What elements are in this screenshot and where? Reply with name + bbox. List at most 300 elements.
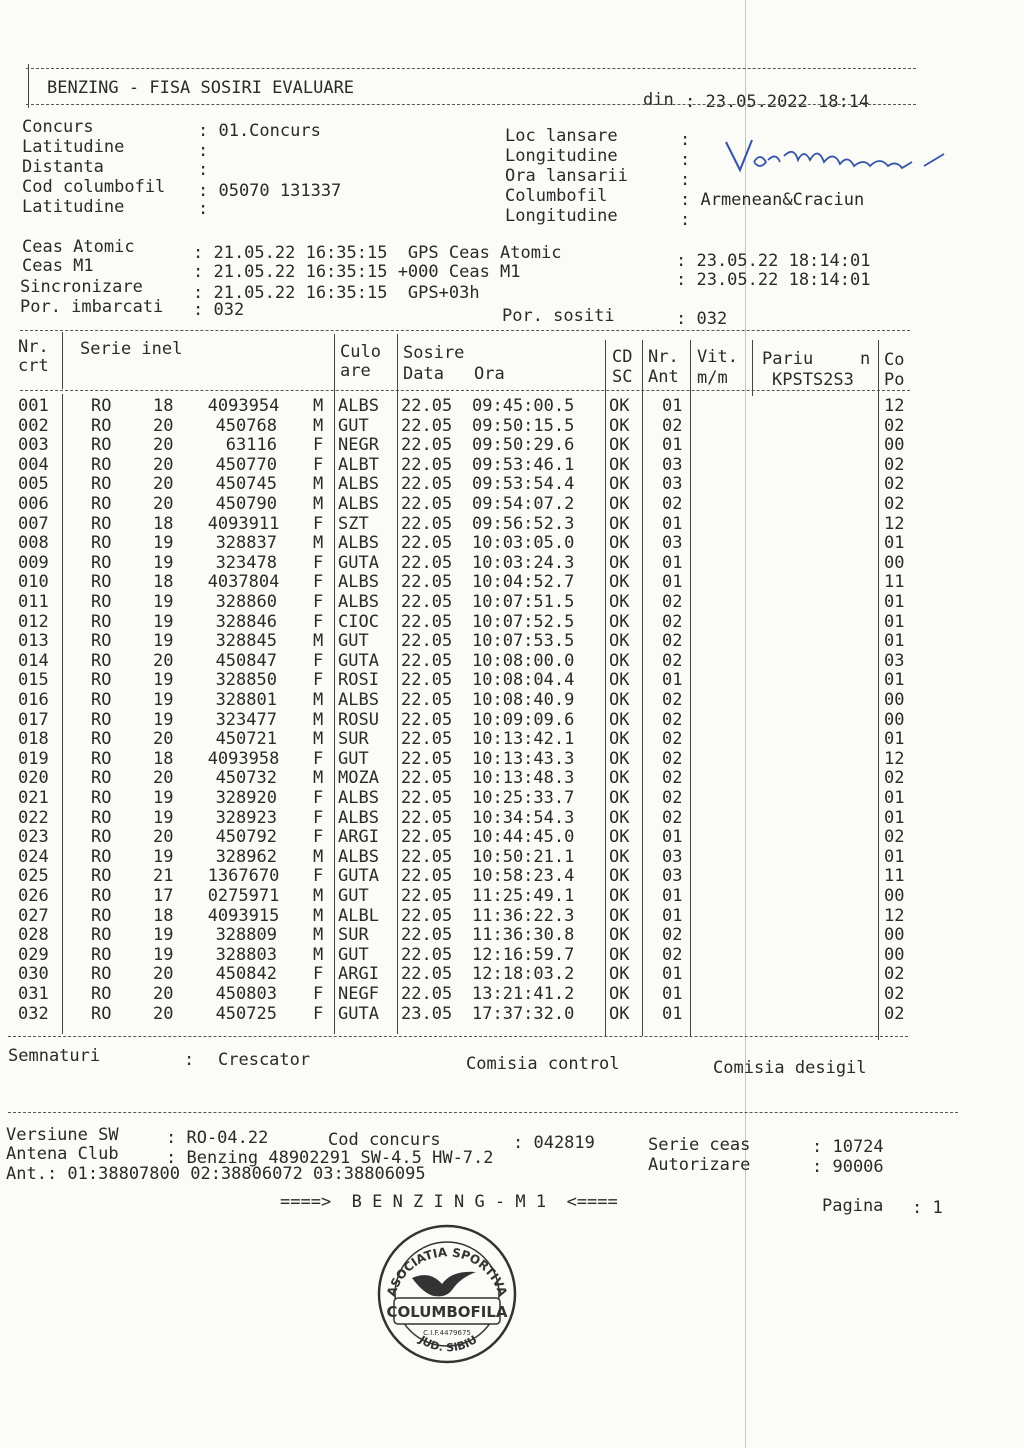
- row-sex: F: [313, 454, 324, 475]
- row-cd: OK: [609, 494, 630, 514]
- col-header-co: Co: [884, 350, 905, 370]
- table-row: [0, 670, 1024, 690]
- info-label: Longitudine: [505, 206, 618, 226]
- stamp-bottom-text: JUD. SIBIU: [416, 1333, 480, 1355]
- table-row: [0, 514, 1024, 534]
- row-date: 22.05: [401, 925, 453, 946]
- footer-serie-value: : 10724: [812, 1137, 884, 1157]
- table-row: [0, 866, 1024, 886]
- row-nr: 008: [18, 533, 49, 554]
- row-color: ARGI: [338, 827, 379, 848]
- row-date: 22.05: [401, 768, 453, 789]
- row-date: 22.05: [401, 807, 453, 828]
- row-antenna: 02: [662, 925, 683, 946]
- row-color: ALBS: [338, 807, 379, 828]
- row-ring: 0275971: [207, 886, 280, 906]
- table-row: [0, 984, 1024, 1004]
- row-co: 02: [884, 984, 905, 1004]
- row-year: 19: [153, 631, 174, 652]
- info-label: Loc lansare: [505, 126, 618, 146]
- row-time: 10:58:23.4: [472, 866, 575, 887]
- col-header-mm: m/m: [697, 368, 728, 388]
- table-row: [0, 729, 1024, 749]
- row-sex: F: [313, 827, 324, 848]
- row-ring: 63116: [225, 435, 277, 456]
- row-cd: OK: [609, 905, 630, 926]
- row-time: 10:03:05.0: [472, 533, 575, 554]
- row-color: ARGI: [338, 964, 379, 985]
- row-co: 01: [884, 729, 905, 750]
- row-nr: 003: [18, 435, 49, 456]
- row-country: RO: [91, 866, 112, 887]
- row-antenna: 02: [662, 650, 683, 671]
- table-row: [0, 494, 1024, 514]
- row-ring: 328801: [215, 690, 277, 710]
- row-antenna: 01: [662, 572, 683, 593]
- footer-banner: ====> B E N Z I N G - M 1 <====: [280, 1192, 618, 1212]
- row-date: 22.05: [401, 866, 453, 887]
- footer-antena-value: : Benzing 48902291 SW-4.5 HW-7.2: [166, 1148, 494, 1168]
- row-co: 01: [884, 807, 905, 828]
- info-label: Latitudine: [22, 197, 125, 217]
- row-year: 20: [153, 1003, 174, 1024]
- row-antenna: 01: [662, 886, 683, 906]
- row-cd: OK: [609, 474, 630, 495]
- row-time: 09:54:07.2: [472, 494, 575, 514]
- row-year: 19: [153, 788, 174, 808]
- row-color: CIOC: [338, 611, 379, 632]
- table-row: [0, 416, 1024, 436]
- row-sex: M: [313, 474, 324, 495]
- row-cd: OK: [609, 690, 630, 710]
- row-nr: 025: [18, 866, 49, 887]
- row-country: RO: [91, 846, 112, 867]
- row-color: ALBS: [338, 533, 379, 554]
- row-antenna: 01: [662, 827, 683, 848]
- col-header-po: Po: [884, 370, 905, 390]
- row-nr: 002: [18, 415, 49, 436]
- row-date: 22.05: [401, 552, 453, 573]
- row-antenna: 01: [662, 670, 683, 691]
- footer-serie-label: Serie ceas: [648, 1135, 751, 1155]
- col-header-are: are: [340, 361, 371, 381]
- row-sex: F: [313, 611, 324, 632]
- row-co: 02: [884, 454, 905, 475]
- info-label: Longitudine: [505, 146, 618, 166]
- row-co: 11: [884, 866, 905, 887]
- row-sex: M: [313, 396, 324, 416]
- row-ring: 328850: [215, 670, 277, 691]
- row-sex: F: [313, 435, 324, 456]
- col-sep: [62, 332, 63, 389]
- row-year: 20: [153, 494, 174, 514]
- row-time: 09:45:00.5: [472, 396, 575, 416]
- row-date: 22.05: [401, 631, 453, 652]
- row-antenna: 02: [662, 690, 683, 710]
- row-nr: 009: [18, 552, 49, 573]
- table-header-rule: [20, 390, 910, 391]
- row-year: 19: [153, 690, 174, 710]
- row-country: RO: [91, 729, 112, 750]
- col-header-n: n: [860, 349, 871, 369]
- row-antenna: 02: [662, 729, 683, 750]
- row-country: RO: [91, 415, 112, 436]
- row-cd: OK: [609, 552, 630, 573]
- row-nr: 014: [18, 650, 49, 671]
- row-date: 22.05: [401, 886, 453, 906]
- footer-versiune-value: : RO-04.22: [166, 1128, 269, 1148]
- clock-label: Ceas Atomic: [22, 237, 135, 257]
- row-color: SUR: [338, 729, 369, 750]
- row-color: ALBS: [338, 788, 379, 808]
- row-time: 09:50:29.6: [472, 435, 575, 456]
- clock-value: : 21.05.22 16:35:15 +000 Ceas M1: [193, 262, 521, 282]
- info-label: Latitudine: [22, 137, 125, 157]
- footer-rule: [8, 1112, 958, 1113]
- clock-value: : 21.05.22 16:35:15 GPS+03h: [193, 283, 480, 303]
- table-row: [0, 906, 1024, 926]
- row-co: 00: [884, 709, 905, 730]
- row-antenna: 02: [662, 788, 683, 808]
- info-label: Ora lansarii: [505, 166, 628, 186]
- row-color: ALBS: [338, 690, 379, 710]
- clock-right-value: : 23.05.22 18:14:01: [676, 251, 871, 271]
- row-year: 19: [153, 807, 174, 828]
- row-color: GUTA: [338, 1003, 379, 1024]
- row-time: 11:36:22.3: [472, 905, 575, 926]
- row-ring: 328846: [215, 611, 277, 632]
- table-row: [0, 886, 1024, 906]
- row-color: ALBS: [338, 592, 379, 612]
- stamp-main-text: COLUMBOFILA: [386, 1303, 508, 1321]
- row-color: ALBS: [338, 846, 379, 867]
- row-co: 02: [884, 1003, 905, 1024]
- table-row: [0, 435, 1024, 455]
- row-color: ALBS: [338, 494, 379, 514]
- table-row: [0, 925, 1024, 945]
- embarked-label: Por. imbarcati: [20, 297, 164, 317]
- row-sex: M: [313, 709, 324, 730]
- row-antenna: 03: [662, 454, 683, 475]
- row-antenna: 02: [662, 768, 683, 789]
- row-date: 22.05: [401, 964, 453, 985]
- row-nr: 020: [18, 768, 49, 789]
- row-co: 02: [884, 768, 905, 789]
- row-cd: OK: [609, 650, 630, 671]
- row-antenna: 02: [662, 807, 683, 828]
- row-nr: 006: [18, 494, 49, 514]
- row-ring: 450725: [215, 1003, 277, 1024]
- row-antenna: 02: [662, 494, 683, 514]
- row-country: RO: [91, 592, 112, 612]
- row-nr: 030: [18, 964, 49, 985]
- row-co: 00: [884, 944, 905, 965]
- info-value: : 01.Concurs: [198, 121, 321, 141]
- row-color: GUT: [338, 631, 369, 652]
- row-co: 02: [884, 474, 905, 495]
- row-antenna: 02: [662, 748, 683, 769]
- row-country: RO: [91, 944, 112, 965]
- row-date: 22.05: [401, 650, 453, 671]
- page-title: BENZING - FISA SOSIRI EVALUARE: [47, 78, 355, 98]
- row-antenna: 01: [662, 513, 683, 534]
- row-country: RO: [91, 631, 112, 652]
- row-ring: 4093954: [207, 396, 280, 416]
- row-color: ALBL: [338, 905, 379, 926]
- table-row: [0, 827, 1024, 847]
- row-date: 22.05: [401, 533, 453, 554]
- table-row: [0, 768, 1024, 788]
- table-bottom-rule: [8, 1036, 908, 1037]
- row-date: 22.05: [401, 788, 453, 808]
- arrived-label: Por. sositi: [502, 306, 615, 326]
- row-cd: OK: [609, 1003, 630, 1024]
- row-country: RO: [91, 768, 112, 789]
- col-header-sc: SC: [612, 367, 633, 387]
- row-year: 20: [153, 827, 174, 848]
- row-date: 23.05: [401, 1003, 453, 1024]
- row-ring: 450768: [215, 415, 277, 436]
- row-sex: M: [313, 768, 324, 789]
- row-ring: 450790: [215, 494, 277, 514]
- row-time: 10:08:00.0: [472, 650, 575, 671]
- table-row: [0, 651, 1024, 671]
- row-color: ALBS: [338, 474, 379, 495]
- row-sex: F: [313, 748, 324, 769]
- row-ring: 450732: [215, 768, 277, 789]
- row-sex: M: [313, 846, 324, 867]
- row-date: 22.05: [401, 846, 453, 867]
- row-time: 10:34:54.3: [472, 807, 575, 828]
- row-year: 20: [153, 768, 174, 789]
- row-cd: OK: [609, 944, 630, 965]
- row-cd: OK: [609, 533, 630, 554]
- row-date: 22.05: [401, 513, 453, 534]
- row-color: SZT: [338, 513, 369, 534]
- row-year: 20: [153, 474, 174, 495]
- row-sex: M: [313, 533, 324, 554]
- footer-autorizare-value: : 90006: [812, 1157, 884, 1177]
- row-sex: M: [313, 944, 324, 965]
- row-time: 10:13:48.3: [472, 768, 575, 789]
- row-cd: OK: [609, 396, 630, 416]
- row-sex: F: [313, 866, 324, 887]
- row-time: 12:16:59.7: [472, 944, 575, 965]
- row-co: 12: [884, 513, 905, 534]
- row-time: 09:50:15.5: [472, 415, 575, 436]
- table-row: [0, 788, 1024, 808]
- row-co: 00: [884, 925, 905, 946]
- col-header-serie: Serie inel: [80, 339, 183, 359]
- row-year: 19: [153, 925, 174, 946]
- row-color: NEGF: [338, 984, 379, 1004]
- row-cd: OK: [609, 866, 630, 887]
- row-country: RO: [91, 513, 112, 534]
- row-ring: 328803: [215, 944, 277, 965]
- row-antenna: 01: [662, 552, 683, 573]
- row-year: 19: [153, 552, 174, 573]
- row-color: GUTA: [338, 552, 379, 573]
- row-year: 19: [153, 533, 174, 554]
- row-co: 01: [884, 788, 905, 808]
- row-cd: OK: [609, 513, 630, 534]
- row-ring: 328962: [215, 846, 277, 867]
- clock-label: Ceas M1: [22, 256, 94, 276]
- row-year: 19: [153, 670, 174, 691]
- row-cd: OK: [609, 454, 630, 475]
- row-time: 10:08:04.4: [472, 670, 575, 691]
- row-year: 20: [153, 650, 174, 671]
- col-header-nr: Nr.: [18, 337, 49, 357]
- row-cd: OK: [609, 435, 630, 456]
- table-row: [0, 474, 1024, 494]
- date-value: : 23.05.2022 18:14: [685, 92, 870, 112]
- header-left-edge: [28, 64, 29, 108]
- row-date: 22.05: [401, 415, 453, 436]
- row-color: ROSI: [338, 670, 379, 691]
- row-country: RO: [91, 454, 112, 475]
- row-nr: 016: [18, 690, 49, 710]
- dove-icon: [412, 1272, 476, 1297]
- col-header-ora: Ora: [474, 364, 505, 384]
- row-country: RO: [91, 905, 112, 926]
- row-country: RO: [91, 572, 112, 593]
- row-nr: 029: [18, 944, 49, 965]
- row-country: RO: [91, 827, 112, 848]
- row-country: RO: [91, 611, 112, 632]
- row-co: 02: [884, 494, 905, 514]
- row-year: 18: [153, 748, 174, 769]
- row-date: 22.05: [401, 474, 453, 495]
- row-country: RO: [91, 788, 112, 808]
- row-time: 10:09:09.6: [472, 709, 575, 730]
- row-country: RO: [91, 886, 112, 906]
- info-label: Distanta: [22, 157, 104, 177]
- row-cd: OK: [609, 886, 630, 906]
- row-ring: 328920: [215, 788, 277, 808]
- col-header-pariu: Pariu: [762, 349, 814, 369]
- row-year: 20: [153, 454, 174, 475]
- row-year: 18: [153, 396, 174, 416]
- info-value: :: [198, 160, 209, 180]
- footer-antena-label: Antena Club: [6, 1144, 119, 1164]
- row-nr: 028: [18, 925, 49, 946]
- info-label: Concurs: [22, 117, 94, 137]
- arrived-value: : 032: [676, 309, 728, 329]
- table-row: [0, 612, 1024, 632]
- row-nr: 015: [18, 670, 49, 691]
- row-sex: M: [313, 905, 324, 926]
- row-co: 00: [884, 552, 905, 573]
- row-co: 01: [884, 611, 905, 632]
- row-color: ALBS: [338, 396, 379, 416]
- row-ring: 328923: [215, 807, 277, 828]
- row-co: 01: [884, 670, 905, 691]
- row-sex: M: [313, 690, 324, 710]
- row-sex: F: [313, 1003, 324, 1024]
- row-nr: 007: [18, 513, 49, 534]
- row-time: 12:18:03.2: [472, 964, 575, 985]
- row-country: RO: [91, 1003, 112, 1024]
- row-co: 02: [884, 415, 905, 436]
- row-date: 22.05: [401, 690, 453, 710]
- info-value: :: [680, 150, 691, 170]
- row-year: 21: [153, 866, 174, 887]
- stamp-cif-text: C.I.F.4479675: [423, 1329, 471, 1337]
- row-date: 22.05: [401, 396, 453, 416]
- row-country: RO: [91, 690, 112, 710]
- row-antenna: 01: [662, 984, 683, 1004]
- row-nr: 004: [18, 454, 49, 475]
- row-sex: M: [313, 631, 324, 652]
- row-cd: OK: [609, 670, 630, 691]
- row-co: 03: [884, 650, 905, 671]
- table-row: [0, 710, 1024, 730]
- row-antenna: 02: [662, 709, 683, 730]
- info-label: Columbofil: [505, 186, 608, 206]
- row-nr: 031: [18, 984, 49, 1004]
- row-co: 12: [884, 905, 905, 926]
- clock-right-value: : 23.05.22 18:14:01: [676, 270, 871, 290]
- row-co: 01: [884, 846, 905, 867]
- row-co: 01: [884, 592, 905, 612]
- footer-pagina-label: Pagina: [822, 1196, 884, 1216]
- row-country: RO: [91, 709, 112, 730]
- row-time: 10:08:40.9: [472, 690, 575, 710]
- row-ring: 450847: [215, 650, 277, 671]
- col-header-ant: Ant: [648, 367, 679, 387]
- row-cd: OK: [609, 415, 630, 436]
- row-time: 11:25:49.1: [472, 886, 575, 906]
- row-year: 19: [153, 611, 174, 632]
- row-nr: 021: [18, 788, 49, 808]
- info-value: :: [680, 130, 691, 150]
- row-co: 11: [884, 572, 905, 593]
- table-row: [0, 572, 1024, 592]
- row-country: RO: [91, 494, 112, 514]
- row-antenna: 03: [662, 846, 683, 867]
- row-co: 02: [884, 964, 905, 985]
- row-date: 22.05: [401, 827, 453, 848]
- row-date: 22.05: [401, 435, 453, 456]
- table-row: [0, 964, 1024, 984]
- row-co: 02: [884, 827, 905, 848]
- row-antenna: 03: [662, 474, 683, 495]
- row-year: 20: [153, 435, 174, 456]
- row-country: RO: [91, 650, 112, 671]
- row-year: 20: [153, 984, 174, 1004]
- row-date: 22.05: [401, 729, 453, 750]
- row-nr: 005: [18, 474, 49, 495]
- row-co: 12: [884, 748, 905, 769]
- stamp-top-text: ASOCIATIA SPORTIVA: [384, 1245, 510, 1299]
- row-ring: 4093915: [207, 905, 280, 926]
- row-ring: 450770: [215, 454, 277, 475]
- row-sex: M: [313, 729, 324, 750]
- row-time: 09:53:54.4: [472, 474, 575, 495]
- row-nr: 001: [18, 396, 49, 416]
- table-row: [0, 945, 1024, 965]
- row-color: GUTA: [338, 866, 379, 887]
- row-sex: M: [313, 415, 324, 436]
- header-bottom-rule: [26, 104, 916, 105]
- table-row: [0, 1004, 1024, 1024]
- row-date: 22.05: [401, 592, 453, 612]
- row-ring: 328809: [215, 925, 277, 946]
- row-ring: 450842: [215, 964, 277, 985]
- row-sex: F: [313, 572, 324, 593]
- table-row: [0, 396, 1024, 416]
